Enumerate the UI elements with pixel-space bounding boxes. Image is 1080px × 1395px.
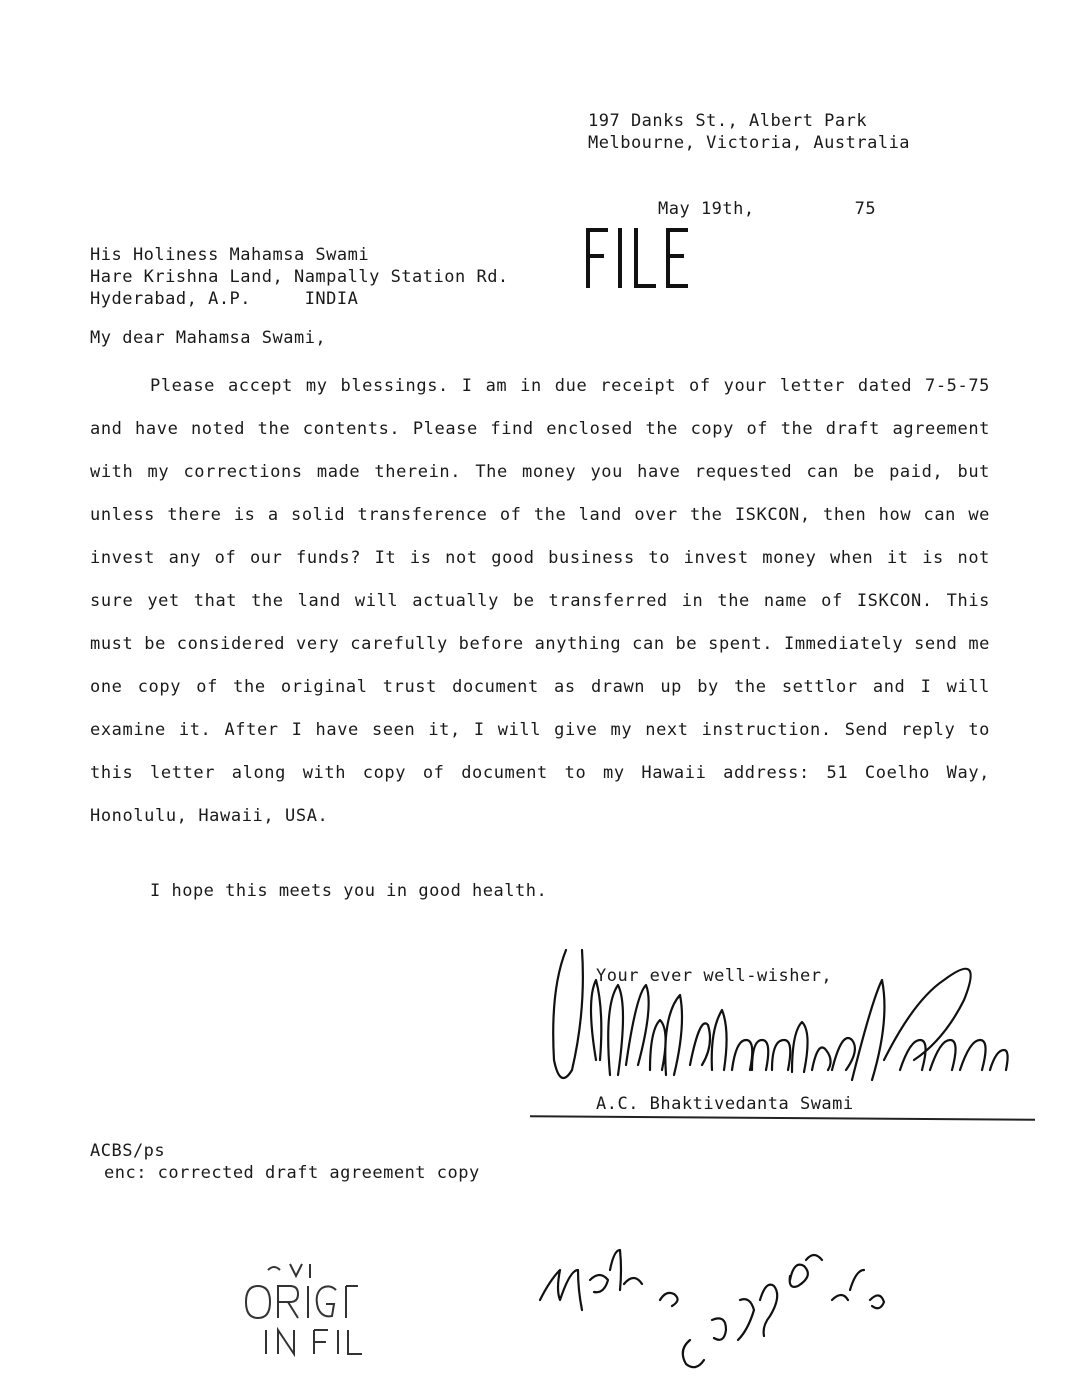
closing-line: I hope this meets you in good health.: [150, 881, 548, 901]
salutation: My dear Mahamsa Swami,: [90, 328, 327, 348]
sender-address-line-1: 197 Danks St., Albert Park: [588, 111, 868, 131]
date-year: 75: [854, 199, 877, 219]
valediction: Your ever well-wisher,: [596, 966, 833, 986]
signer-name: A.C. Bhaktivedanta Swami: [596, 1094, 854, 1114]
recipient-line-1: His Holiness Mahamsa Swami: [90, 245, 370, 265]
reference-initials: ACBS/ps: [90, 1141, 166, 1161]
handwritten-note: [540, 1250, 884, 1367]
sender-address-line-2: Melbourne, Victoria, Australia: [588, 133, 911, 153]
recipient-line-2: Hare Krishna Land, Nampally Station Rd.: [90, 267, 509, 287]
date-day: May 19th,: [658, 199, 755, 219]
enclosure-note: enc: corrected draft agreement copy: [104, 1163, 480, 1183]
letter-body: Please accept my blessings. I am in due receipt of your letter dated 7-5-75 and have noted the contents. Please find enclosed the copy of the draft agreement with my corrections made therein. The money you have requested can be paid, but unless there is a solid transference of the land over the ISKCON, then how can we invest any of our funds? It is not good business to invest money when it is not sure yet that the land will actually be transferred in the name of ISKCON. This must be considered very carefully before anything can be spent. Immediately send me one copy of the original trust document as drawn up by the settlor and I will examine it. After I have seen it, I will give my next instruction. Send reply to this letter along with copy of document to my Hawaii address: 51 Coelho Way, Honolulu, Hawaii, USA.: [90, 376, 990, 826]
recipient-line-3: Hyderabad, A.P. INDIA: [90, 289, 359, 309]
handwritten-signature: [553, 950, 1007, 1080]
